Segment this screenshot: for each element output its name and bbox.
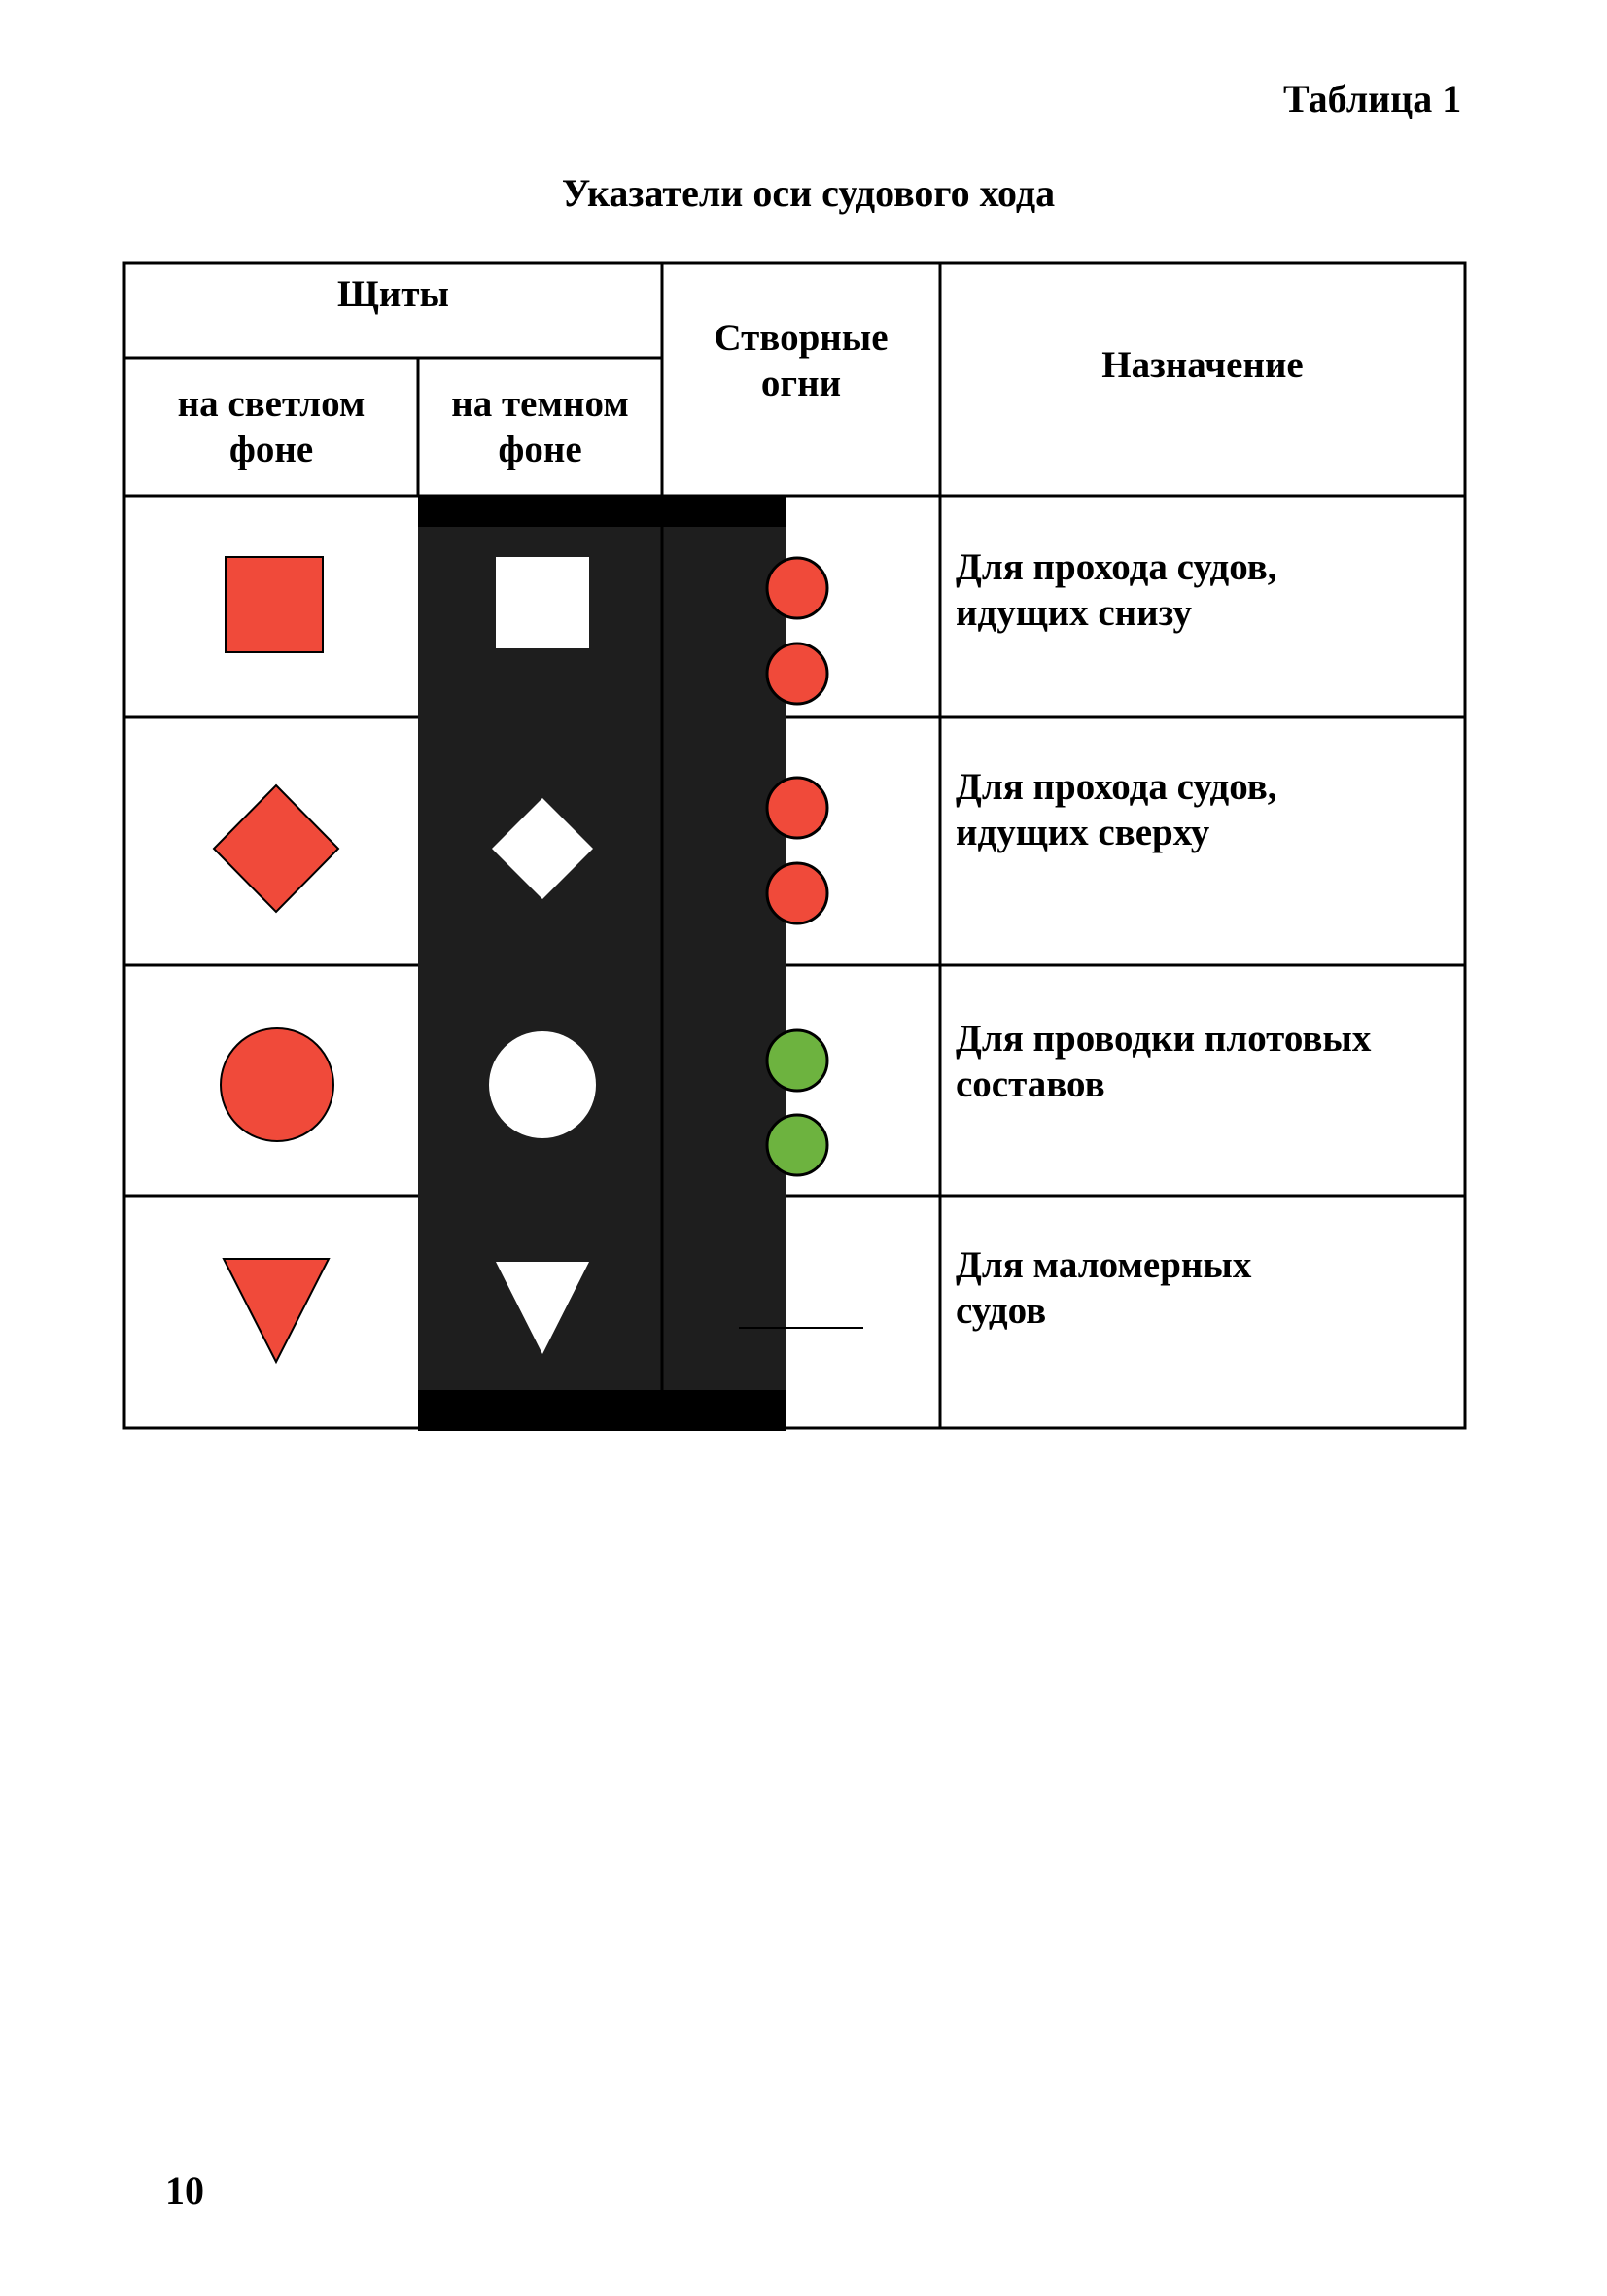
purpose-row-3 bbox=[956, 1016, 1466, 1107]
red-triangle-shield bbox=[224, 1259, 329, 1362]
red-circle-shield bbox=[221, 1028, 333, 1141]
purpose-row-4 bbox=[956, 1242, 1461, 1334]
dark-background-column bbox=[418, 496, 786, 1431]
red-diamond-shield bbox=[214, 785, 338, 912]
purpose-row-4-line1: Для маломерных bbox=[956, 1244, 1252, 1286]
purpose-row-1-line1: Для прохода судов, bbox=[956, 546, 1277, 588]
header-light-background bbox=[124, 358, 418, 496]
table-label: Таблица 1 bbox=[1283, 77, 1462, 121]
dark-column-top-band bbox=[418, 496, 786, 527]
white-square-shield bbox=[496, 557, 589, 648]
white-circle-shield bbox=[489, 1031, 596, 1138]
header-purpose-label: Назначение bbox=[1101, 344, 1304, 386]
header-dark-background bbox=[418, 358, 662, 496]
red-range-light-lower bbox=[767, 644, 827, 704]
header-light-bg-line1: на светлом bbox=[177, 383, 366, 425]
signs-table bbox=[122, 261, 1468, 1432]
purpose-row-1-line2: идущих снизу bbox=[956, 592, 1192, 634]
page-number: 10 bbox=[165, 2169, 204, 2212]
purpose-row-3-line1: Для проводки плотовых bbox=[956, 1018, 1372, 1060]
header-dark-bg-line2: фоне bbox=[498, 429, 582, 470]
header-dark-bg-line1: на темном bbox=[451, 383, 629, 425]
header-lights-line2: огни bbox=[760, 362, 842, 404]
dark-column-bottom-band bbox=[418, 1390, 786, 1431]
red-range-light-upper bbox=[767, 558, 827, 618]
purpose-row-2-line1: Для прохода судов, bbox=[956, 766, 1277, 808]
purpose-row-3-line2: составов bbox=[956, 1063, 1105, 1105]
purpose-row-2-line2: идущих сверху bbox=[956, 812, 1210, 853]
green-range-light-lower bbox=[767, 1115, 827, 1175]
red-range-light-upper bbox=[767, 778, 827, 838]
document-title: Указатели оси судового хода bbox=[561, 171, 1056, 215]
purpose-row-2 bbox=[956, 764, 1461, 855]
purpose-row-4-line2: судов bbox=[956, 1290, 1047, 1332]
header-lights-line1: Створные bbox=[714, 316, 889, 359]
header-light-bg-line2: фоне bbox=[228, 429, 314, 470]
header-shields bbox=[124, 263, 662, 358]
red-range-light-lower bbox=[767, 863, 827, 923]
purpose-row-1 bbox=[956, 544, 1461, 636]
green-range-light-upper bbox=[767, 1030, 827, 1091]
header-range-lights bbox=[662, 263, 940, 496]
red-square-shield bbox=[226, 557, 323, 652]
header-shields-label: Щиты bbox=[337, 273, 449, 315]
header-purpose bbox=[940, 263, 1465, 496]
